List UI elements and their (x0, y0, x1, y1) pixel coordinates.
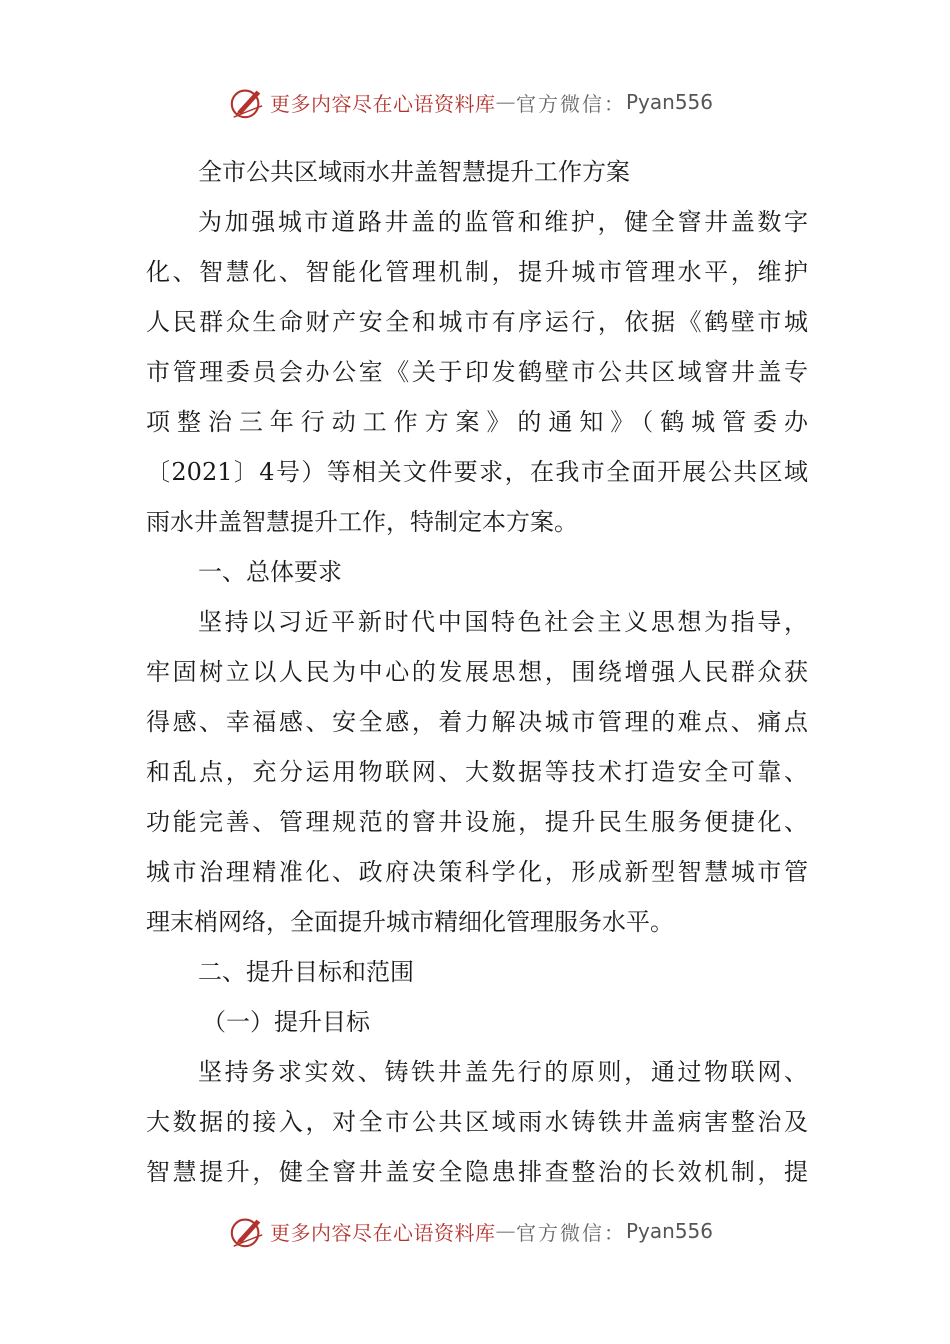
watermark-wechat-id: Pyan556 (626, 1219, 714, 1243)
watermark-official-label: 官方微信： (516, 1220, 626, 1245)
pen-logo-icon (228, 83, 266, 121)
paragraph-line: 市管理委员会办公室《关于印发鹤壁市公共区域窨井盖专 (146, 358, 808, 386)
paragraph-line: 为加强城市道路井盖的监管和维护，健全窨井盖数字 (198, 208, 808, 236)
paragraph-line: 坚持务求实效、铸铁井盖先行的原则，通过物联网、 (198, 1058, 808, 1086)
section-heading: 一、总体要求 (198, 558, 342, 586)
document-title: 全市公共区域雨水井盖智慧提升工作方案 (198, 158, 630, 186)
watermark-dash: — (495, 90, 516, 114)
watermark-brand-text: 更多内容尽在心语资料库 (270, 1220, 496, 1245)
paragraph-line: 大数据的接入，对全市公共区域雨水铸铁井盖病害整治及 (146, 1108, 808, 1136)
paragraph-line: 理末梢网络，全面提升城市精细化管理服务水平。 (146, 908, 674, 936)
paragraph-line: 城市治理精准化、政府决策科学化，形成新型智慧城市管 (146, 858, 808, 886)
paragraph-line: 〔2021〕4号）等相关文件要求，在我市全面开展公共区域 (146, 458, 808, 486)
watermark-footer (228, 1211, 713, 1251)
subsection-heading: （一）提升目标 (202, 1008, 370, 1036)
paragraph-line: 智慧提升，健全窨井盖安全隐患排查整治的长效机制，提 (146, 1158, 808, 1186)
watermark-header (228, 82, 713, 122)
paragraph-line: 化、智慧化、智能化管理机制，提升城市管理水平，维护 (146, 258, 808, 286)
paragraph-line: 人民群众生命财产安全和城市有序运行，依据《鹤壁市城 (146, 308, 808, 336)
pen-logo-icon (228, 1212, 266, 1250)
section-heading: 二、提升目标和范围 (198, 958, 414, 986)
watermark-official-label: 官方微信： (516, 91, 626, 116)
paragraph-line: 坚持以习近平新时代中国特色社会主义思想为指导， (198, 608, 808, 636)
watermark-brand-text: 更多内容尽在心语资料库 (270, 91, 496, 116)
paragraph-line: 项整治三年行动工作方案》的通知》（鹤城管委办 (146, 408, 808, 436)
paragraph-line: 牢固树立以人民为中心的发展思想，围绕增强人民群众获 (146, 658, 808, 686)
paragraph-line: 功能完善、管理规范的窨井设施，提升民生服务便捷化、 (146, 808, 808, 836)
document-body (146, 147, 808, 1197)
paragraph-line: 和乱点，充分运用物联网、大数据等技术打造安全可靠、 (146, 758, 808, 786)
watermark-wechat-id: Pyan556 (626, 90, 714, 114)
paragraph-line: 雨水井盖智慧提升工作，特制定本方案。 (146, 508, 578, 536)
watermark-dash: — (495, 1219, 516, 1243)
paragraph-line: 得感、幸福感、安全感，着力解决城市管理的难点、痛点 (146, 708, 808, 736)
